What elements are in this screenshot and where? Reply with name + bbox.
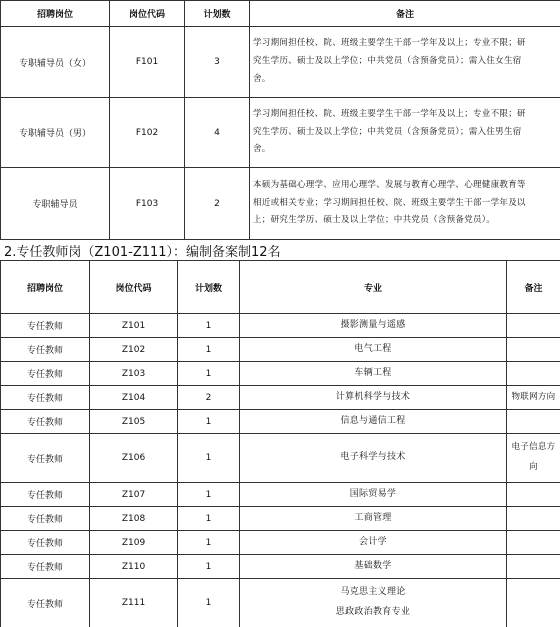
section-title: 2.专任教师岗（Z101-Z111）：编制备案制12名 (4, 245, 281, 260)
cell-position: 专任教师 (1, 555, 90, 579)
header-position: 招聘岗位 (1, 1, 110, 27)
cell-code: F103 (110, 168, 185, 240)
cell-note (507, 555, 560, 579)
cell-position: 专任教师 (1, 507, 90, 531)
cell-note: 本硕为基础心理学、应用心理学、发展与教育心理学、心理健康教育等 相近或相关专业；学习期间担任校、院、班级主要学生干部一学年及以 上；研究生学历、硕士及以上学位；中共党员（含预备党员）。 (250, 168, 560, 240)
cell-major: 电气工程 (240, 338, 507, 362)
cell-count: 4 (185, 98, 250, 168)
cell-major: 信息与通信工程 (240, 410, 507, 434)
cell-position: 专职辅导员 (1, 168, 110, 240)
cell-code: Z102 (90, 338, 178, 362)
table-row (1, 434, 560, 483)
cell-position: 专任教师 (1, 483, 90, 507)
cell-count: 2 (178, 386, 240, 410)
cell-count: 1 (178, 483, 240, 507)
table-row (1, 362, 560, 386)
header-major: 专业 (240, 261, 507, 314)
cell-position: 专任教师 (1, 338, 90, 362)
cell-count: 3 (185, 27, 250, 98)
cell-major: 车辆工程 (240, 362, 507, 386)
cell-code: Z106 (90, 434, 178, 483)
cell-note (507, 507, 560, 531)
cell-code: Z103 (90, 362, 178, 386)
cell-note (507, 338, 560, 362)
cell-code: Z101 (90, 314, 178, 338)
cell-position: 专任教师 (1, 531, 90, 555)
table-header-row (1, 261, 560, 314)
cell-major: 会计学 (240, 531, 507, 555)
cell-note (507, 362, 560, 386)
header-count: 计划数 (178, 261, 240, 314)
cell-code: Z110 (90, 555, 178, 579)
table-row (1, 555, 560, 579)
cell-position: 专职辅导员（男） (1, 98, 110, 168)
cell-position: 专任教师 (1, 434, 90, 483)
cell-major: 计算机科学与技术 (240, 386, 507, 410)
cell-count: 1 (178, 555, 240, 579)
table-row (1, 338, 560, 362)
table-row (1, 483, 560, 507)
table-row (1, 579, 560, 627)
cell-position: 专任教师 (1, 410, 90, 434)
cell-count: 1 (178, 338, 240, 362)
cell-position: 专任教师 (1, 362, 90, 386)
cell-major: 摄影测量与遥感 (240, 314, 507, 338)
table-row (1, 168, 560, 240)
header-code: 岗位代码 (90, 261, 178, 314)
header-note: 备注 (507, 261, 560, 314)
table-row (1, 386, 560, 410)
cell-count: 1 (178, 579, 240, 627)
cell-major: 马克思主义理论 思政政治教育专业 (240, 579, 507, 627)
cell-code: Z111 (90, 579, 178, 627)
header-code: 岗位代码 (110, 1, 185, 27)
cell-position: 专职辅导员（女） (1, 27, 110, 98)
cell-code: Z104 (90, 386, 178, 410)
cell-position: 专任教师 (1, 386, 90, 410)
cell-note (507, 410, 560, 434)
cell-major: 国际贸易学 (240, 483, 507, 507)
table-row (1, 531, 560, 555)
header-note: 备注 (250, 1, 560, 27)
cell-code: Z107 (90, 483, 178, 507)
cell-note: 学习期间担任校、院、班级主要学生干部一学年及以上；专业不限；研 究生学历、硕士及以上学位；中共党员（含预备党员）；需入住女生宿 舍。 (250, 27, 560, 98)
cell-note (507, 531, 560, 555)
cell-count: 1 (178, 434, 240, 483)
cell-code: F101 (110, 27, 185, 98)
cell-major: 工商管理 (240, 507, 507, 531)
cell-note (507, 314, 560, 338)
cell-note: 学习期间担任校、院、班级主要学生干部一学年及以上；专业不限；研 究生学历、硕士及以上学位；中共党员（含预备党员）；需入住男生宿 舍。 (250, 98, 560, 168)
cell-count: 2 (185, 168, 250, 240)
header-count: 计划数 (185, 1, 250, 27)
table-row (1, 314, 560, 338)
cell-count: 1 (178, 314, 240, 338)
cell-code: Z109 (90, 531, 178, 555)
cell-note (507, 579, 560, 627)
cell-position: 专任教师 (1, 579, 90, 627)
cell-count: 1 (178, 531, 240, 555)
cell-count: 1 (178, 410, 240, 434)
table-row (1, 98, 560, 168)
recruitment-table-teacher (0, 260, 560, 627)
table-row (1, 27, 560, 98)
cell-major: 基础数学 (240, 555, 507, 579)
cell-note: 物联网方向 (507, 386, 560, 410)
table-row (1, 507, 560, 531)
cell-code: Z108 (90, 507, 178, 531)
cell-code: F102 (110, 98, 185, 168)
cell-note: 电子信息方 向 (507, 434, 560, 483)
cell-major: 电子科学与技术 (240, 434, 507, 483)
table-row (1, 410, 560, 434)
table-header-row (1, 1, 560, 27)
cell-count: 1 (178, 507, 240, 531)
cell-count: 1 (178, 362, 240, 386)
header-position: 招聘岗位 (1, 261, 90, 314)
cell-note (507, 483, 560, 507)
recruitment-table-counselor (0, 0, 560, 240)
cell-position: 专任教师 (1, 314, 90, 338)
cell-code: Z105 (90, 410, 178, 434)
